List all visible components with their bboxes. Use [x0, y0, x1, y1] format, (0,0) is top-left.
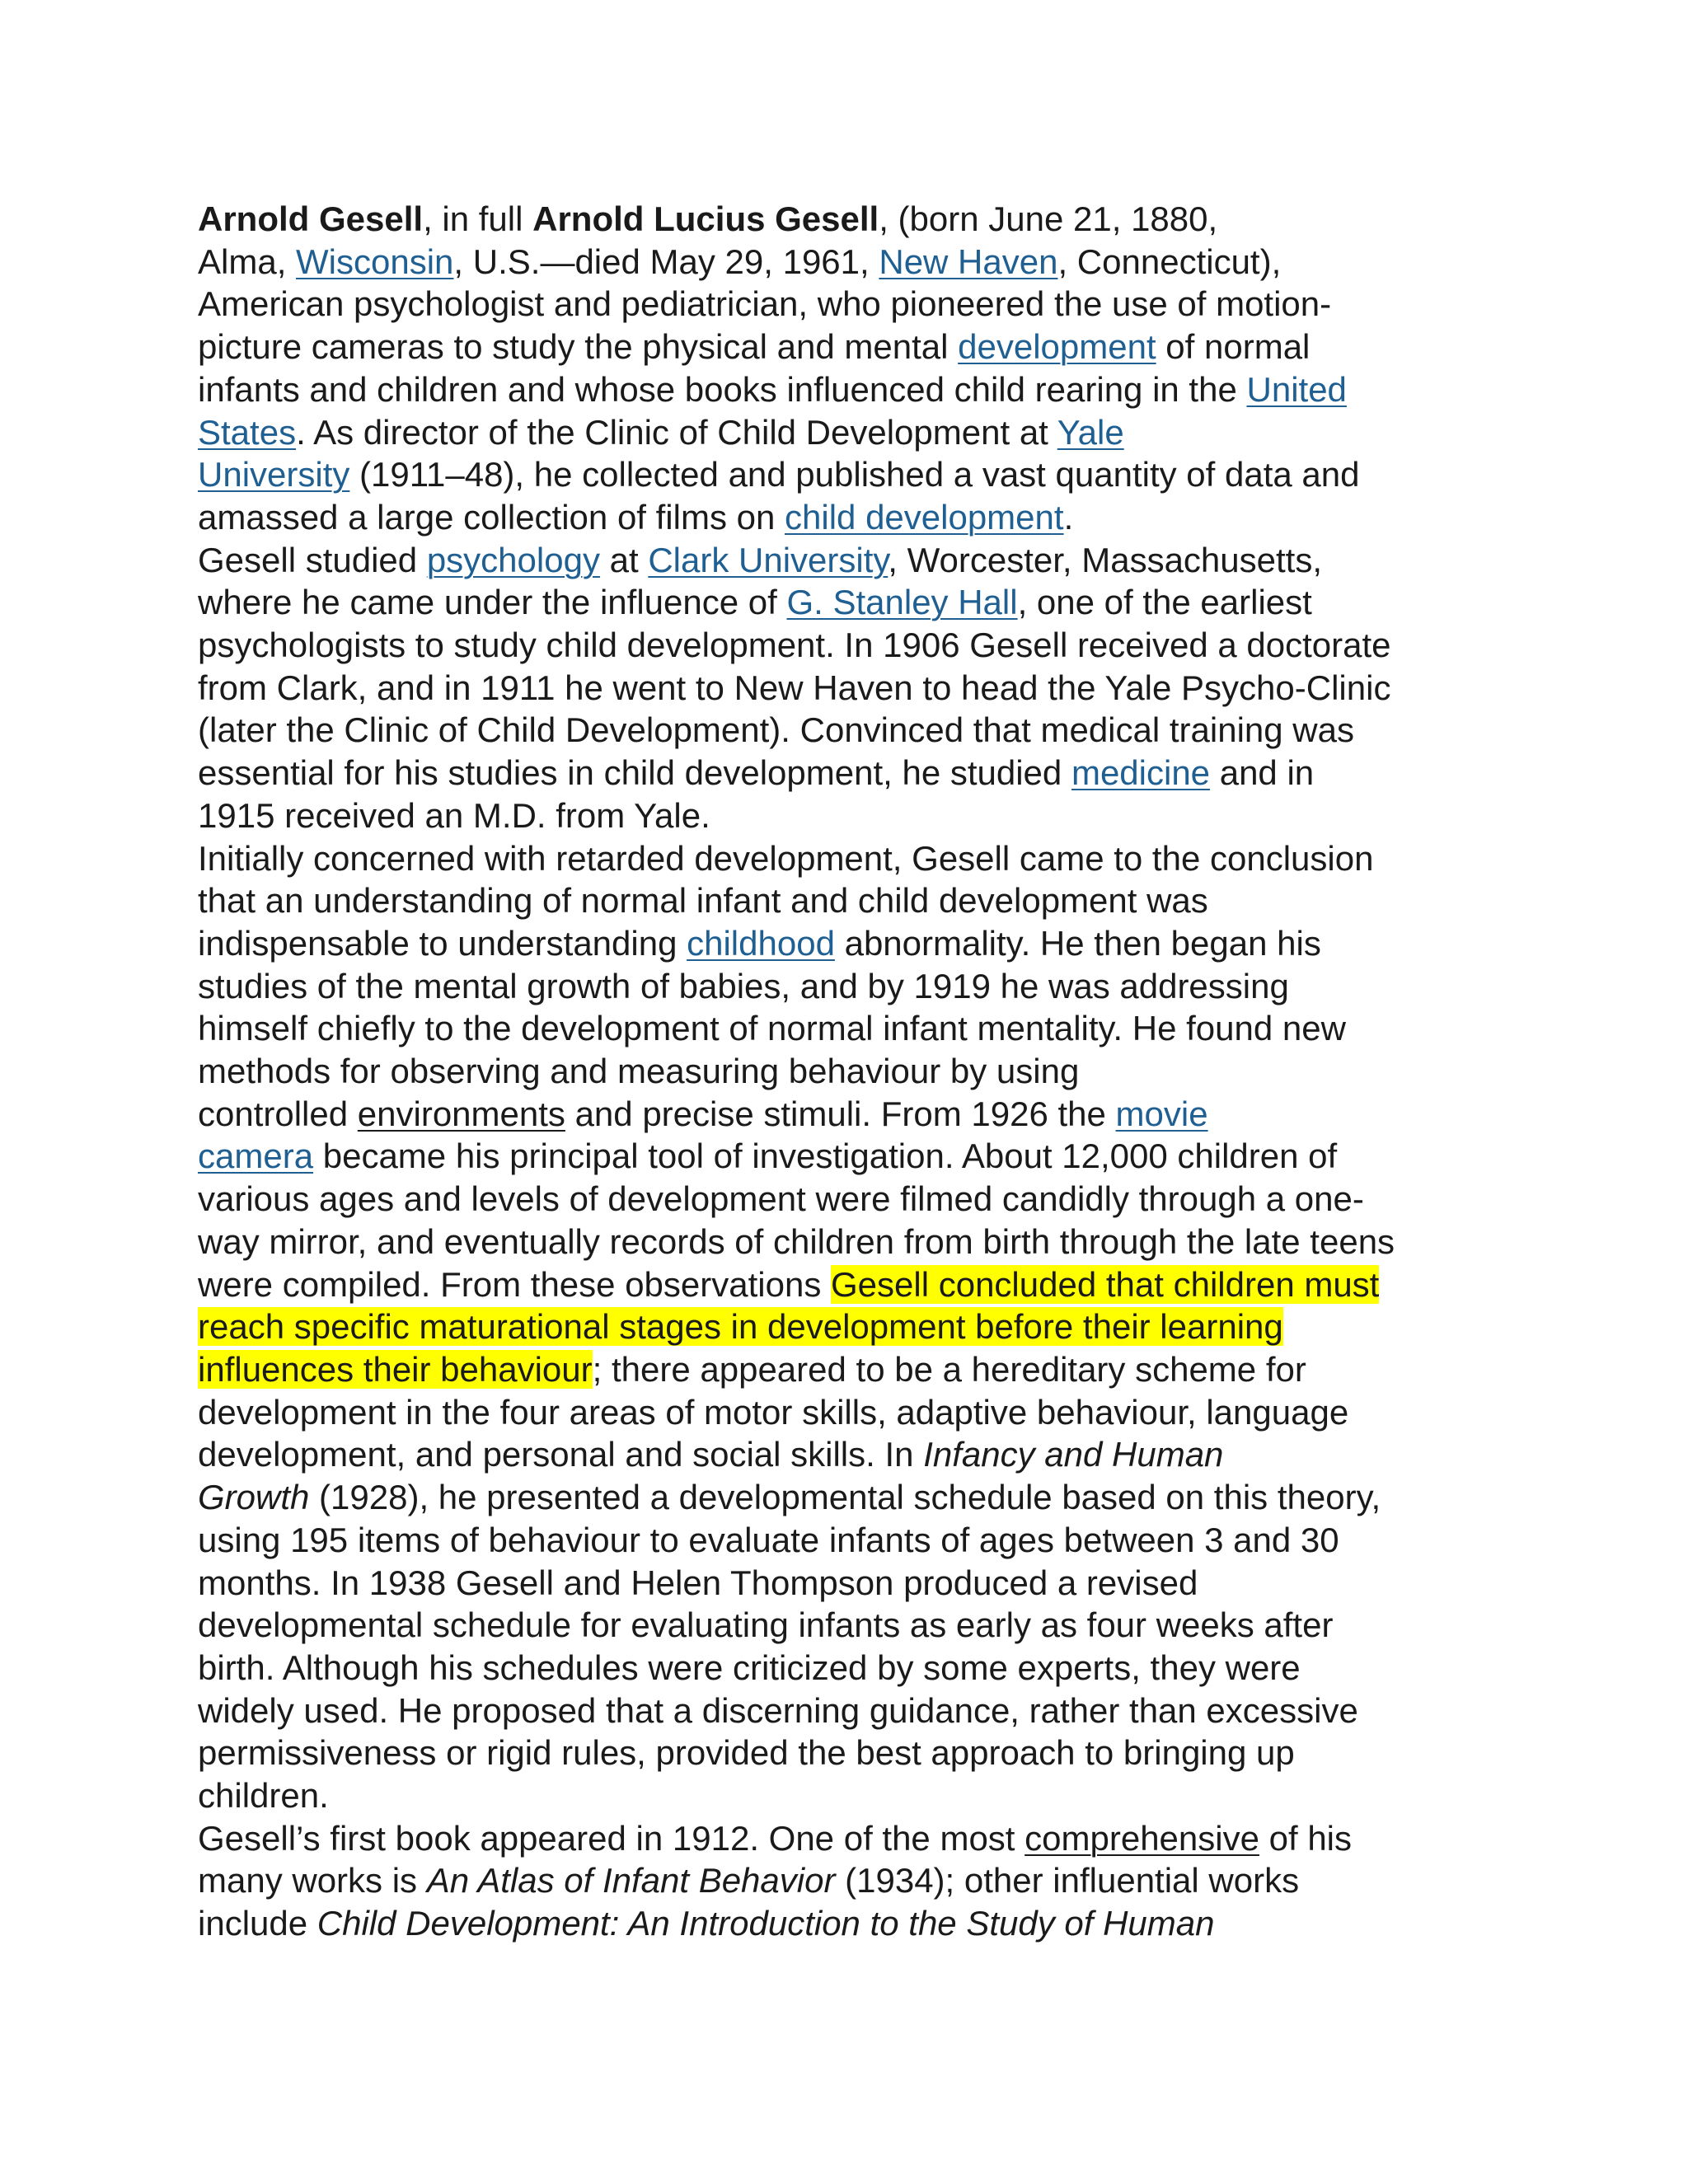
link-clark-university[interactable]: Clark University — [648, 540, 889, 579]
text-run: developmental schedule for evaluating infants as early as four weeks after — [198, 1605, 1334, 1645]
text-run: , Worcester, Massachusetts, — [888, 540, 1323, 579]
highlighted-text: influences their behaviour — [198, 1349, 593, 1389]
link-psychology[interactable]: psychology — [426, 540, 600, 579]
text-run: permissiveness or rigid rules, provided the best approach to bringing up — [198, 1733, 1295, 1773]
text-run: ; there appeared to be a hereditary scheme for — [592, 1349, 1306, 1389]
link-united-states-part2[interactable]: States — [198, 412, 297, 452]
text-run: that an understanding of normal infant and child development was — [198, 881, 1208, 921]
highlighted-text: Gesell concluded that children must — [831, 1264, 1380, 1304]
text-run: and precise stimuli. From 1926 the — [565, 1094, 1116, 1133]
link-development[interactable]: development — [958, 327, 1156, 367]
article-body — [198, 198, 1517, 1945]
subject-name: Arnold Gesell — [198, 199, 424, 238]
book-title: Growth — [198, 1478, 310, 1517]
text-run: himself chiefly to the development of normal infant mentality. He found new — [198, 1009, 1346, 1048]
text-run: months. In 1938 Gesell and Helen Thompson produced a revised — [198, 1563, 1198, 1602]
link-yale-university-part2[interactable]: University — [198, 455, 350, 494]
text-run: , U.S.—died May 29, 1961, — [453, 241, 879, 281]
text-run: (1911–48), he collected and published a vast quantity of data and — [349, 455, 1360, 494]
text-run: children. — [198, 1776, 329, 1816]
text-run: Gesell studied — [198, 540, 427, 579]
text-run: way mirror, and eventually records of children from birth through the late teens — [198, 1221, 1395, 1261]
link-united-states-part1[interactable]: United — [1246, 369, 1347, 409]
link-new-haven[interactable]: New Haven — [879, 241, 1058, 281]
link-movie-camera-part2[interactable]: camera — [198, 1137, 314, 1176]
paragraph-education — [198, 539, 1517, 837]
text-run: amassed a large collection of films on — [198, 497, 785, 537]
text-run: at — [599, 540, 649, 579]
text-run: picture cameras to study the physical and mental — [198, 327, 959, 367]
link-environments[interactable]: environments — [357, 1094, 565, 1133]
text-run: using 195 items of behaviour to evaluate infants of ages between 3 and 30 — [198, 1520, 1339, 1559]
text-run: became his principal tool of investigation. About 12,000 children of — [313, 1137, 1338, 1176]
text-run: were compiled. From these observations — [198, 1264, 831, 1304]
text-run: essential for his studies in child development, he studied — [198, 753, 1071, 793]
book-title: Child Development: An Introduction to the Study of Human — [316, 1904, 1215, 1943]
text-run: 1915 received an M.D. from Yale. — [198, 795, 710, 835]
link-comprehensive[interactable]: comprehensive — [1025, 1818, 1259, 1858]
highlighted-text: reach specific maturational stages in development before their learning — [198, 1307, 1283, 1347]
text-run: widely used. He proposed that a discerning guidance, rather than excessive — [198, 1690, 1358, 1730]
text-run: indispensable to understanding — [198, 923, 687, 963]
link-wisconsin[interactable]: Wisconsin — [296, 241, 454, 281]
link-child-development[interactable]: child development — [785, 497, 1064, 537]
text-run: controlled — [198, 1094, 358, 1133]
text-run: Gesell’s first book appeared in 1912. One of the most — [198, 1818, 1025, 1858]
book-title: Infancy and Human — [923, 1435, 1224, 1474]
link-g-stanley-hall[interactable]: G. Stanley Hall — [786, 583, 1018, 622]
text-run: , Connecticut), — [1057, 241, 1282, 281]
link-yale-university-part1[interactable]: Yale — [1057, 412, 1124, 452]
paragraph-research — [198, 837, 1517, 1817]
link-movie-camera-part1[interactable]: movie — [1115, 1094, 1208, 1133]
text-run: (1934); other influential works — [835, 1861, 1300, 1900]
text-run: Initially concerned with retarded development, Gesell came to the conclusion — [198, 838, 1374, 878]
text-run: include — [198, 1904, 317, 1943]
text-run: many works is — [198, 1861, 427, 1900]
text-run: . — [1063, 497, 1074, 537]
text-run: studies of the mental growth of babies, and by 1919 he was addressing — [198, 966, 1289, 1005]
text-run: Alma, — [198, 241, 297, 281]
text-run: , one of the earliest — [1017, 583, 1312, 622]
text-run: development in the four areas of motor skills, adaptive behaviour, language — [198, 1392, 1349, 1432]
text-run: methods for observing and measuring behaviour by using — [198, 1052, 1080, 1091]
text-run: from Clark, and in 1911 he went to New Haven to head the Yale Psycho-Clinic — [198, 668, 1391, 707]
text-run: . As director of the Clinic of Child Development at — [296, 412, 1057, 452]
link-medicine[interactable]: medicine — [1071, 753, 1211, 793]
text-run: of normal — [1156, 327, 1311, 367]
text-run: , in full — [423, 199, 533, 238]
text-run: of his — [1259, 1818, 1353, 1858]
text-run: infants and children and whose books influenced child rearing in the — [198, 369, 1247, 409]
book-title: An Atlas of Infant Behavior — [426, 1861, 836, 1900]
text-run: , (born June 21, 1880, — [879, 199, 1218, 238]
text-run: (1928), he presented a developmental schedule based on this theory, — [309, 1478, 1381, 1517]
text-run: development, and personal and social skills. In — [198, 1435, 924, 1474]
text-run: various ages and levels of development were filmed candidly through a one- — [198, 1179, 1364, 1219]
text-run: abnormality. He then began his — [834, 923, 1321, 963]
text-run: where he came under the influence of — [198, 583, 787, 622]
text-run: (later the Clinic of Child Development). Convinced that medical training was — [198, 710, 1354, 750]
text-run: American psychologist and pediatrician, who pioneered the use of motion- — [198, 284, 1332, 324]
paragraph-intro — [198, 198, 1517, 539]
subject-full-name: Arnold Lucius Gesell — [532, 199, 879, 238]
paragraph-works — [198, 1817, 1517, 1945]
text-run: birth. Although his schedules were criticized by some experts, they were — [198, 1647, 1301, 1687]
text-run: psychologists to study child development. In 1906 Gesell received a doctorate — [198, 626, 1391, 665]
text-run: and in — [1210, 753, 1315, 793]
link-childhood[interactable]: childhood — [687, 923, 835, 963]
